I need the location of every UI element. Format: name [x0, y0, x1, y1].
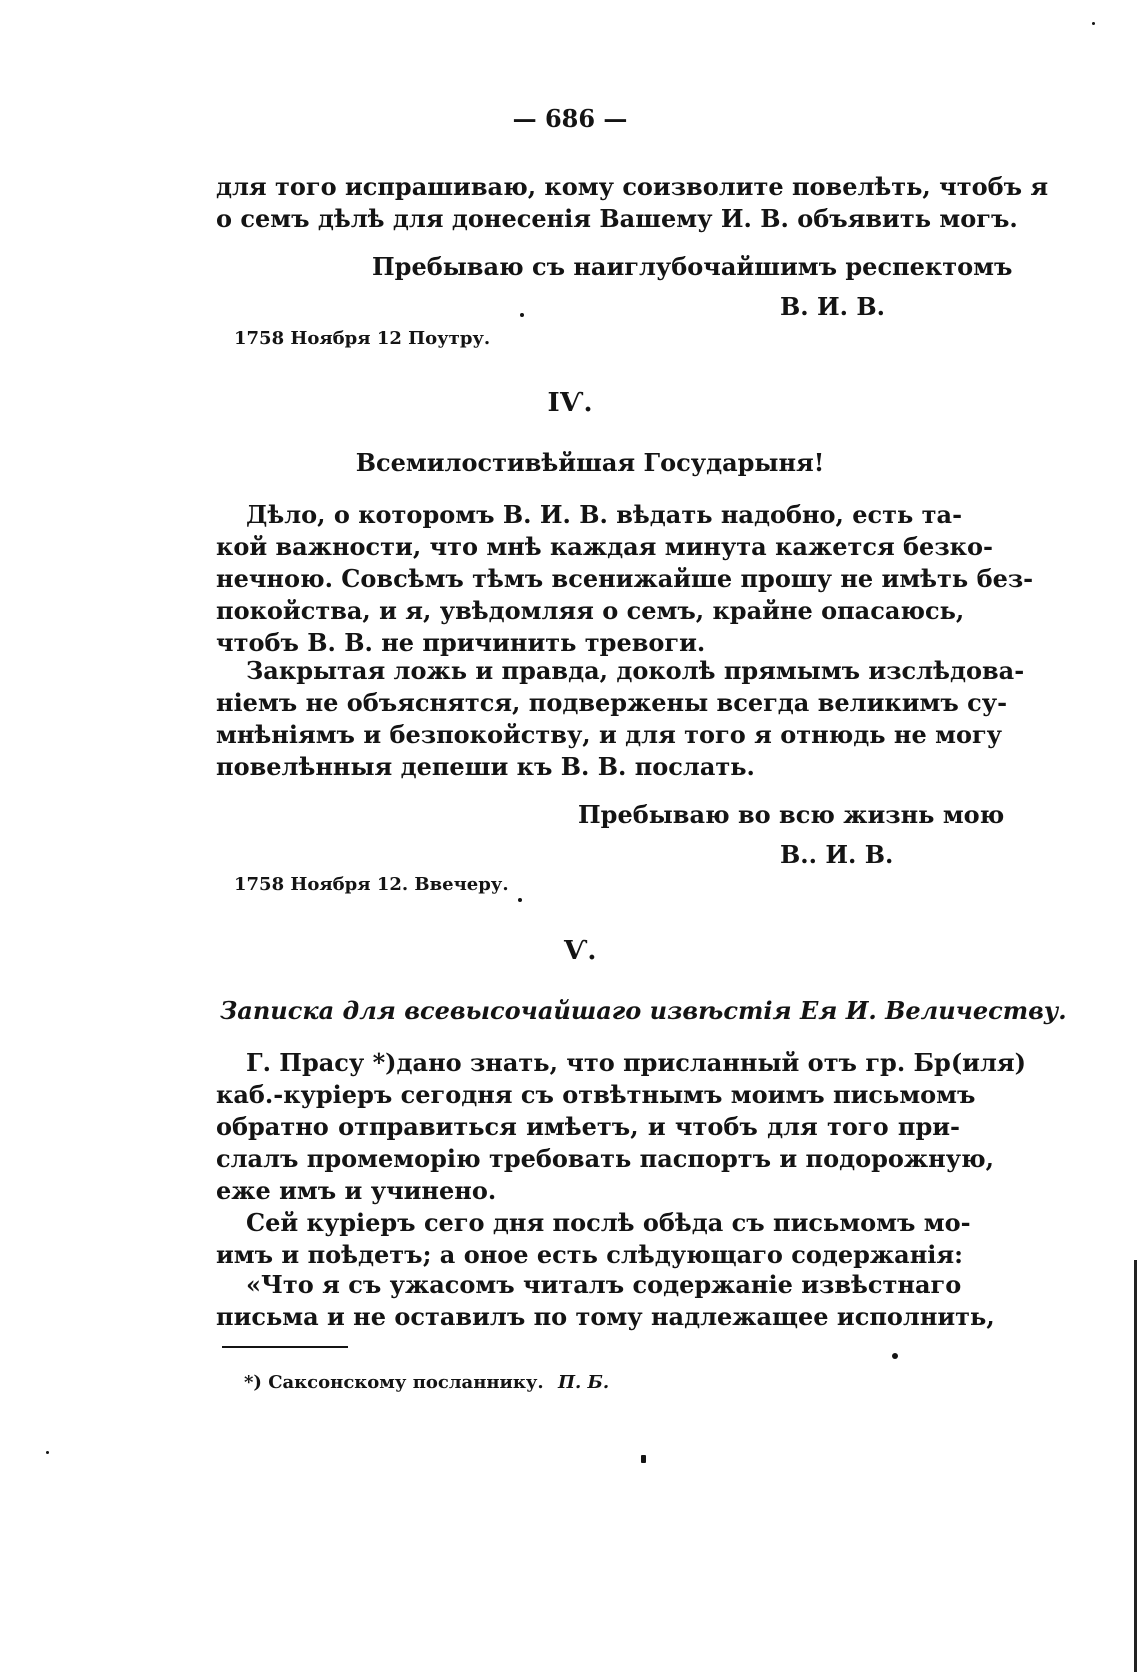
scan-speck [892, 1353, 898, 1359]
text-line: кой важности, что мнѣ каждая минута кажется безко- [216, 532, 993, 561]
text-line: о семъ дѣлѣ для донесенія Вашему И. В. объявить могъ. [216, 204, 1018, 233]
text-line: Г. Прасу *)дано знать, что присланный отъ гр. Бр(иля) [246, 1048, 1026, 1077]
signature: В. И. В. [780, 292, 886, 321]
closing-formula: Пребываю во всю жизнь мою [578, 800, 1005, 829]
footnote-initials: П. Б. [557, 1372, 610, 1393]
scan-speck [1092, 22, 1095, 25]
text-line: имъ и поѣдетъ; а оное есть слѣдующаго содержанія: [216, 1240, 963, 1269]
text-line: слалъ промеморію требовать паспортъ и подорожную, [216, 1144, 995, 1173]
page-number: — 686 — [512, 104, 628, 133]
text-line: обратно отправиться имѣетъ, и чтобъ для того при- [216, 1112, 960, 1141]
footnote-text: *) Саксонскому посланнику. [244, 1372, 544, 1393]
text-line: Сей куріеръ сего дня послѣ обѣда съ письмомъ мо- [246, 1208, 971, 1237]
scan-edge [1134, 1260, 1137, 1672]
scan-speck [518, 898, 522, 902]
text-line: Закрытая ложь и правда, доколѣ прямымъ изслѣдова- [246, 656, 1025, 685]
scan-speck [46, 1451, 49, 1454]
text-line: мнѣніямъ и безпокойству, и для того я отнюдь не могу [216, 720, 1003, 749]
text-line: Дѣло, о которомъ В. И. В. вѣдать надобно, есть та- [246, 500, 963, 529]
text-line: «Что я съ ужасомъ читалъ содержаніе извѣстнаго [246, 1270, 962, 1299]
text-line: чтобъ В. В. не причинить тревоги. [216, 628, 706, 657]
footnote-rule [222, 1346, 348, 1348]
scan-speck [520, 313, 524, 317]
text-line: повелѣнныя депеши къ В. В. послать. [216, 752, 755, 781]
letter-date: 1758 Ноября 12 Поутру. [234, 328, 491, 349]
scan-speck [641, 1455, 646, 1463]
closing-formula: Пребываю съ наиглубочайшимъ респектомъ [372, 252, 1013, 281]
text-line: для того испрашиваю, кому соизволите повелѣть, чтобъ я [216, 172, 1049, 201]
text-line: письма и не оставилъ по тому надлежащее исполнить, [216, 1302, 995, 1331]
section-numeral: Ѵ. [563, 936, 597, 966]
text-line: покойства, и я, увѣдомляя о семъ, крайне опасаюсь, [216, 596, 965, 625]
section-numeral: IѴ. [547, 388, 593, 418]
footnote [244, 1372, 609, 1394]
text-line: нечною. Совсѣмъ тѣмъ всенижайше прошу не имѣть без- [216, 564, 1034, 593]
text-line: каб.-куріеръ сегодня съ отвѣтнымъ моимъ письмомъ [216, 1080, 976, 1109]
text-line: ніемъ не объяснятся, подвержены всегда великимъ су- [216, 688, 1008, 717]
salutation: Всемилостивѣйшая Государыня! [355, 448, 825, 477]
letter-date: 1758 Ноября 12. Ввечеру. [234, 874, 509, 895]
section-title: Записка для всевысочайшаго извѣстія Ея И. Величеству. [220, 996, 1067, 1025]
signature: В.. И. В. [780, 840, 894, 869]
text-line: еже имъ и учинено. [216, 1176, 497, 1205]
